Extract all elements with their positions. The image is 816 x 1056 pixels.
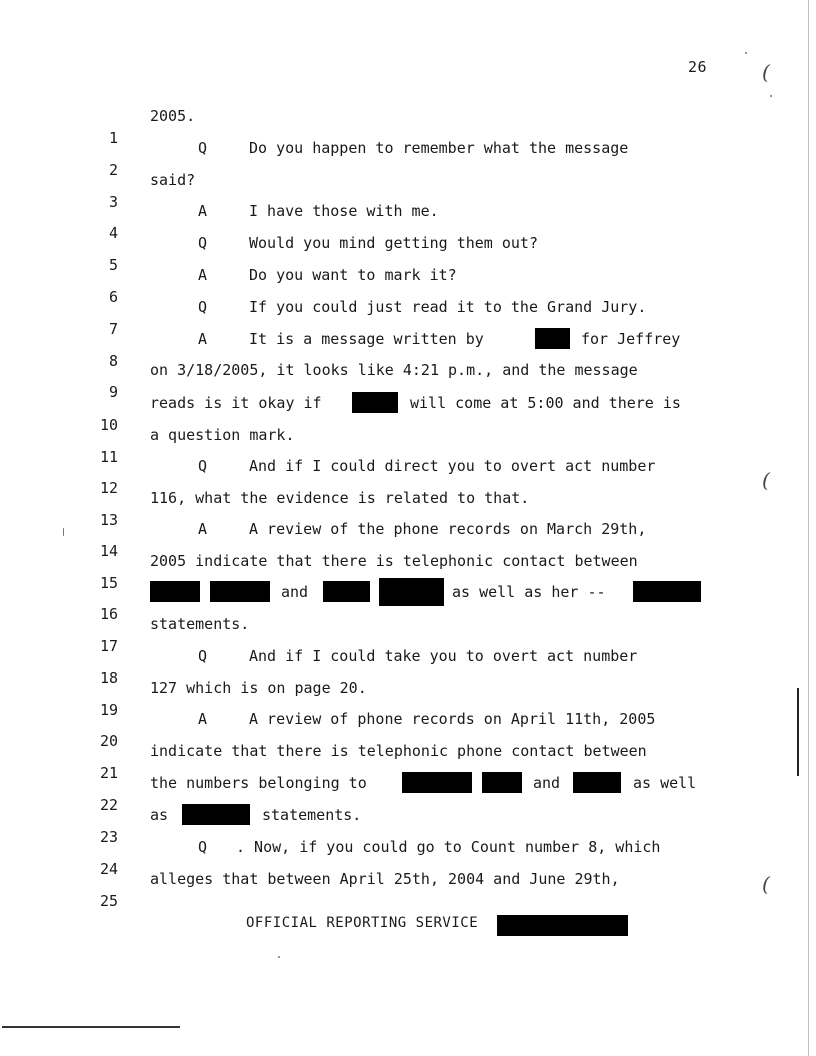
margin-revision-bar	[797, 688, 799, 776]
line-number: 22	[99, 796, 118, 814]
redaction-block	[633, 581, 701, 602]
margin-mark: (	[762, 872, 770, 896]
transcript-line	[0, 137, 629, 179]
line-text: A review of phone records on April 11th, 2005	[249, 710, 656, 728]
line-text: reads is it okay if	[150, 394, 322, 412]
redaction-block	[352, 392, 398, 413]
line-number: 24	[99, 860, 118, 878]
right-edge-rule	[808, 0, 809, 1056]
redaction-block	[573, 772, 621, 793]
speaker-marker: Q	[198, 457, 208, 475]
transcript-line	[0, 392, 681, 434]
line-text: as well as her --	[452, 583, 606, 601]
speaker-marker: Q	[198, 298, 208, 316]
line-text: as	[150, 806, 169, 824]
line-number: 1	[108, 129, 118, 147]
line-text: Would you mind getting them out?	[249, 234, 538, 252]
bottom-rule	[2, 1026, 180, 1028]
line-number: 15	[99, 574, 118, 592]
line-number: 25	[99, 892, 118, 910]
line-text: 116, what the evidence is related to that.	[150, 489, 530, 507]
margin-mark: (	[762, 468, 770, 492]
line-number: 19	[99, 701, 118, 719]
line-number: 17	[99, 637, 118, 655]
speaker-marker: Q	[198, 838, 208, 856]
line-text: 127 which is on page 20.	[150, 679, 367, 697]
transcript-line	[0, 200, 439, 242]
line-number: 18	[99, 669, 118, 687]
line-number: 11	[99, 448, 118, 466]
line-number: 10	[99, 416, 118, 434]
redaction-block	[535, 328, 570, 349]
line-number: 16	[99, 605, 118, 623]
line-number: 3	[108, 193, 118, 211]
redaction-block	[482, 772, 522, 793]
line-text: on 3/18/2005, it looks like 4:21 p.m., and the message	[150, 361, 638, 379]
speaker-marker: A	[198, 202, 208, 220]
transcript-line	[0, 264, 457, 306]
line-text: the numbers belonging to	[150, 774, 367, 792]
line-number: 13	[99, 511, 118, 529]
speaker-marker: Q	[198, 139, 208, 157]
line-text: And if I could direct you to overt act number	[249, 457, 656, 475]
line-text: . Now, if you could go to Count number 8, which	[236, 838, 661, 856]
line-text: and	[533, 774, 561, 792]
speaker-marker: A	[198, 266, 208, 284]
footer-redaction-block	[497, 915, 628, 936]
speaker-marker: Q	[198, 647, 208, 665]
line-text: A review of the phone records on March 29th,	[249, 520, 647, 538]
redaction-block	[379, 578, 444, 606]
line-number: 14	[99, 542, 118, 560]
line-text: I have those with me.	[249, 202, 439, 220]
line-number: 6	[108, 288, 118, 306]
line-text: a question mark.	[150, 426, 295, 444]
line-number: 7	[108, 320, 118, 338]
line-text: Do you want to mark it?	[249, 266, 457, 284]
scan-speck	[745, 52, 747, 54]
line-number: 5	[108, 256, 118, 274]
line-text: said?	[150, 171, 196, 189]
footer-label: OFFICIAL REPORTING SERVICE	[246, 915, 479, 931]
transcript-line	[0, 359, 638, 401]
line-number: 2	[108, 161, 118, 179]
line-text: If you could just read it to the Grand Jury.	[249, 298, 647, 316]
scan-speck	[770, 95, 772, 97]
line-number: 9	[108, 383, 118, 401]
line-text: statements.	[150, 615, 250, 633]
speaker-marker: Q	[198, 234, 208, 252]
line-number: 23	[99, 828, 118, 846]
line-number: 4	[108, 224, 118, 242]
speaker-marker: A	[198, 710, 208, 728]
transcript-line	[0, 232, 538, 274]
line-text: statements.	[262, 806, 362, 824]
line-text: indicate that there is telephonic phone contact between	[150, 742, 647, 760]
speaker-marker: A	[198, 520, 208, 538]
transcript-line	[0, 169, 196, 211]
page-number: 26	[688, 58, 708, 76]
line-text: alleges that between April 25th, 2004 and June 29th,	[150, 870, 620, 888]
line-text: will come at 5:00 and there is	[410, 394, 681, 412]
transcript-line	[0, 105, 196, 147]
margin-mark: (	[762, 60, 770, 84]
scan-speck	[278, 956, 280, 958]
redaction-block	[182, 804, 250, 825]
line-text: 2005.	[150, 107, 196, 125]
line-number: 8	[108, 352, 118, 370]
redaction-block	[402, 772, 472, 793]
line-text: for Jeffrey	[581, 330, 681, 348]
redaction-block	[323, 581, 370, 602]
line-text: as well	[633, 774, 697, 792]
line-text: and	[281, 583, 309, 601]
line-text: Do you happen to remember what the message	[249, 139, 629, 157]
transcript-line	[0, 296, 647, 338]
redaction-block	[150, 581, 200, 602]
line-text: 2005 indicate that there is telephonic contact between	[150, 552, 638, 570]
redaction-block	[210, 581, 270, 602]
line-number: 12	[99, 479, 118, 497]
line-text: It is a message written by	[249, 330, 484, 348]
line-number: 21	[99, 764, 118, 782]
speaker-marker: A	[198, 330, 208, 348]
line-number: 20	[99, 732, 118, 750]
line-text: And if I could take you to overt act number	[249, 647, 638, 665]
